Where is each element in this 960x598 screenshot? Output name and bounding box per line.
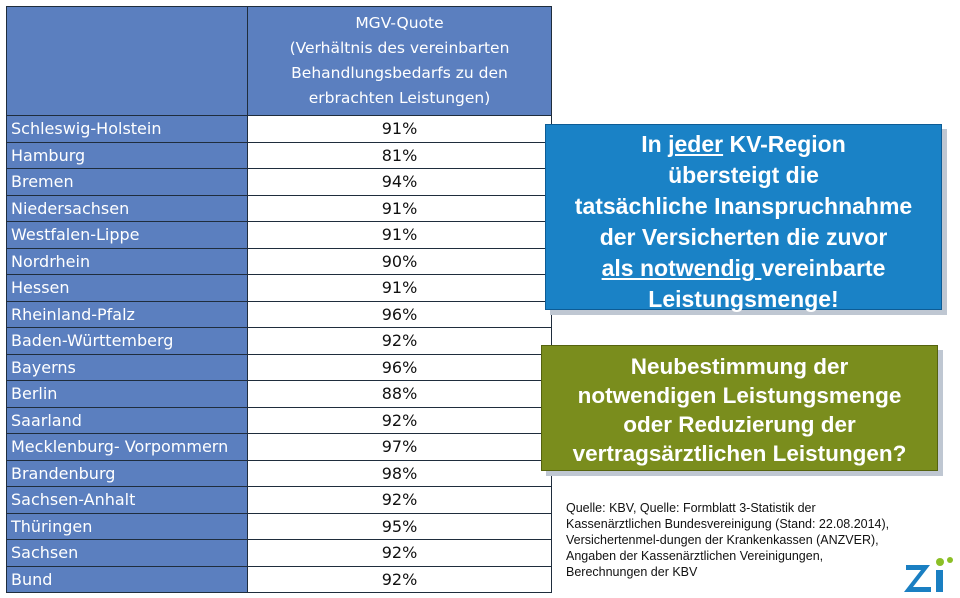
header-line: erbrachten Leistungen) xyxy=(308,89,491,107)
zi-logo-i-stem xyxy=(936,570,943,592)
zi-logo-z xyxy=(904,565,931,592)
table-row xyxy=(7,142,552,169)
quote-value: 92% xyxy=(248,407,552,434)
source-line: Versichertenmel-dungen der Krankenkassen (ANZVER), xyxy=(566,533,879,547)
header-line: MGV-Quote xyxy=(355,14,444,32)
quote-value: 94% xyxy=(248,169,552,196)
table-row xyxy=(7,222,552,249)
header-line: Behandlungsbedarfs zu den xyxy=(291,64,508,82)
quote-value: 91% xyxy=(248,222,552,249)
region-name: Westfalen-Lippe xyxy=(7,222,248,249)
region-name: Rheinland-Pfalz xyxy=(7,301,248,328)
callout-line xyxy=(546,129,941,160)
quote-value: 91% xyxy=(248,195,552,222)
region-name: Bund xyxy=(7,566,248,593)
table-row xyxy=(7,169,552,196)
quote-value: 96% xyxy=(248,301,552,328)
callout-text: In xyxy=(641,131,669,157)
table-row xyxy=(7,487,552,514)
callout-text: vereinbarte xyxy=(761,255,886,281)
kv-region-callout xyxy=(545,124,942,310)
zi-logo-dot xyxy=(947,557,953,563)
callout-line: tatsächliche Inanspruchnahme xyxy=(574,193,913,219)
question-callout xyxy=(541,345,938,471)
quote-value: 91% xyxy=(248,116,552,143)
region-name: Bremen xyxy=(7,169,248,196)
region-name: Brandenburg xyxy=(7,460,248,487)
region-name: Berlin xyxy=(7,381,248,408)
table-row xyxy=(7,275,552,302)
callout-line: notwendigen Leistungsmenge xyxy=(577,383,902,408)
table-header-row xyxy=(7,7,552,116)
table-row xyxy=(7,328,552,355)
region-name: Hessen xyxy=(7,275,248,302)
table-row xyxy=(7,513,552,540)
quote-value: 95% xyxy=(248,513,552,540)
table-row xyxy=(7,195,552,222)
region-name: Thüringen xyxy=(7,513,248,540)
source-note xyxy=(566,500,956,580)
region-name: Hamburg xyxy=(7,142,248,169)
zi-logo xyxy=(900,555,958,595)
mgv-quote-header xyxy=(248,7,552,116)
callout-line: der Versicherten die zuvor xyxy=(599,224,888,250)
quote-value: 92% xyxy=(248,540,552,567)
quote-value: 91% xyxy=(248,275,552,302)
region-name: Baden-Württemberg xyxy=(7,328,248,355)
region-header-cell xyxy=(7,7,248,116)
region-name: Saarland xyxy=(7,407,248,434)
table-row xyxy=(7,116,552,143)
header-line: (Verhältnis des vereinbarten xyxy=(289,39,510,57)
region-name: Bayerns xyxy=(7,354,248,381)
table-row xyxy=(7,434,552,461)
callout-line: übersteigt die xyxy=(668,162,819,188)
quote-value: 96% xyxy=(248,354,552,381)
quote-value: 98% xyxy=(248,460,552,487)
table-row xyxy=(7,460,552,487)
table-row xyxy=(7,407,552,434)
callout-text: KV-Region xyxy=(723,131,846,157)
source-line: Kassenärztlichen Bundesvereinigung (Stand: 22.08.2014), xyxy=(566,517,890,531)
source-line: Berechnungen der KBV xyxy=(566,565,698,579)
region-name: Sachsen xyxy=(7,540,248,567)
quote-value: 92% xyxy=(248,566,552,593)
table-row xyxy=(7,301,552,328)
callout-line: vertragsärztlichen Leistungen? xyxy=(572,441,907,466)
table-row xyxy=(7,540,552,567)
callout-emphasis: als notwendig xyxy=(601,255,762,281)
region-name: Sachsen-Anhalt xyxy=(7,487,248,514)
zi-logo-dot xyxy=(936,558,944,566)
quote-value: 92% xyxy=(248,487,552,514)
table-row xyxy=(7,566,552,593)
callout-line xyxy=(546,253,941,284)
source-line: Quelle: KBV, Quelle: Formblatt 3-Statistik der xyxy=(566,501,816,515)
mgv-quote-table xyxy=(6,6,552,593)
source-line: Angaben der Kassenärztlichen Vereinigungen, xyxy=(566,549,824,563)
callout-line: Leistungsmenge! xyxy=(648,286,839,312)
quote-value: 92% xyxy=(248,328,552,355)
quote-value: 81% xyxy=(248,142,552,169)
region-name: Schleswig-Holstein xyxy=(7,116,248,143)
quote-value: 97% xyxy=(248,434,552,461)
region-name: Mecklenburg- Vorpommern xyxy=(7,434,248,461)
quote-value: 90% xyxy=(248,248,552,275)
region-name: Nordrhein xyxy=(7,248,248,275)
quote-value: 88% xyxy=(248,381,552,408)
table-row xyxy=(7,381,552,408)
table-row xyxy=(7,248,552,275)
callout-line: Neubestimmung der xyxy=(630,354,849,379)
table-row xyxy=(7,354,552,381)
callout-emphasis: jeder xyxy=(668,131,724,157)
region-name: Niedersachsen xyxy=(7,195,248,222)
callout-line: oder Reduzierung der xyxy=(623,412,856,437)
